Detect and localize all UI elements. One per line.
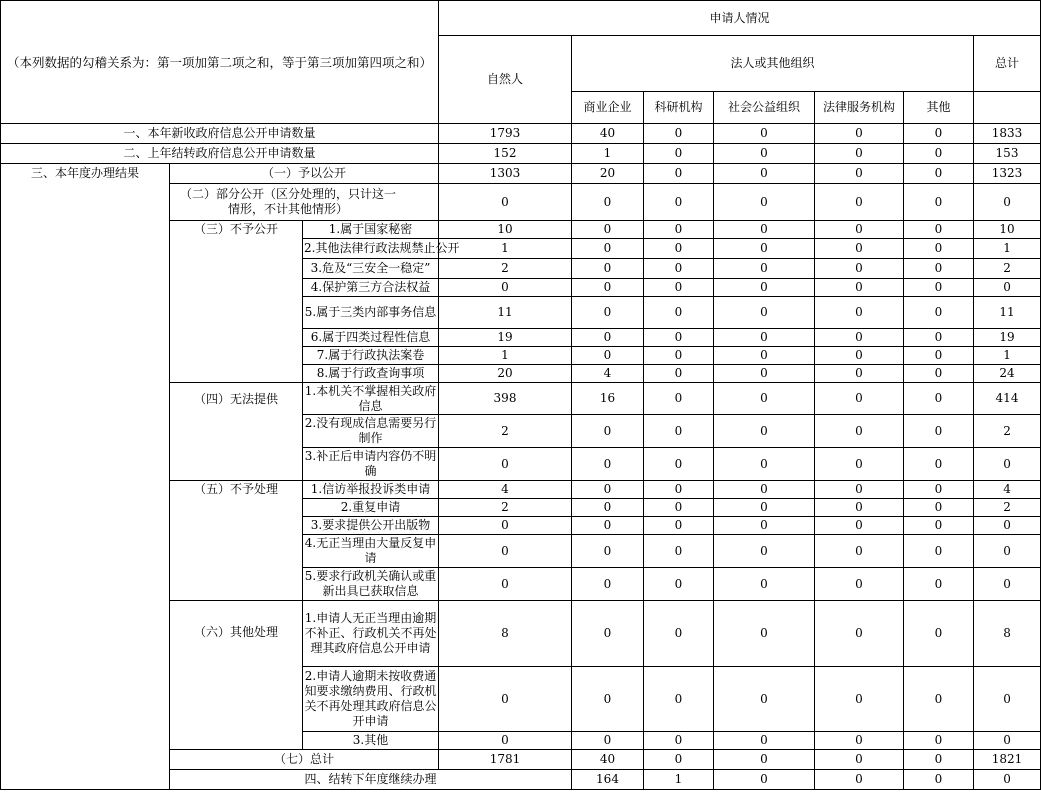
reason-label: 1.信访举报投诉类申请 — [303, 481, 439, 499]
cell-value: 0 — [974, 568, 1041, 601]
reason-label: 4.无正当理由大量反复申请 — [303, 535, 439, 568]
cell-value: 0 — [815, 770, 904, 790]
applicant-situation-header: 申请人情况 — [439, 1, 1041, 36]
cell-value: 4 — [439, 481, 572, 499]
cell-value: 0 — [904, 279, 974, 297]
cell-value: 0 — [974, 448, 1041, 481]
table-row — [1, 164, 1041, 184]
cell-value: 0 — [572, 239, 644, 259]
cell-value: 0 — [904, 415, 974, 448]
cell-value: 0 — [974, 279, 1041, 297]
reason-label: 2.其他法律行政法规禁止公开 — [303, 239, 439, 259]
cell-value: 0 — [572, 568, 644, 601]
cell-value: 1 — [974, 347, 1041, 365]
cell-value: 0 — [815, 448, 904, 481]
total-header: 总计 — [974, 36, 1041, 92]
col-research: 科研机构 — [644, 92, 714, 124]
cell-value: 0 — [644, 750, 714, 770]
col-other: 其他 — [904, 92, 974, 124]
cell-value: 11 — [439, 297, 572, 329]
cell-value: 0 — [714, 535, 815, 568]
cell-value: 0 — [815, 259, 904, 279]
cell-value: 16 — [572, 383, 644, 415]
cell-value: 2 — [974, 499, 1041, 517]
cell-value: 0 — [714, 499, 815, 517]
cell-value: 0 — [904, 383, 974, 415]
cell-value: 0 — [714, 239, 815, 259]
reason-label: 1.属于国家秘密 — [303, 221, 439, 239]
cell-value: 2 — [974, 259, 1041, 279]
table-row — [1, 124, 1041, 144]
cell-value: 2 — [439, 259, 572, 279]
cell-value: 20 — [572, 164, 644, 184]
reason-label: 8.属于行政查询事项 — [303, 365, 439, 383]
cell-value: 0 — [572, 415, 644, 448]
cell-value: 2 — [439, 499, 572, 517]
cell-value: 0 — [572, 259, 644, 279]
cell-value: 0 — [815, 667, 904, 732]
col-commercial: 商业企业 — [572, 92, 644, 124]
cell-value: 0 — [714, 750, 815, 770]
reason-label: 5.属于三类内部事务信息 — [303, 297, 439, 329]
cell-value: 0 — [974, 732, 1041, 750]
reason-label: 3.补正后申请内容仍不明确 — [303, 448, 439, 481]
cell-value: 8 — [974, 601, 1041, 667]
cell-value: 0 — [714, 347, 815, 365]
cell-value: 0 — [815, 184, 904, 221]
cell-value: 0 — [904, 448, 974, 481]
cell-value: 0 — [815, 415, 904, 448]
cell-value: 0 — [815, 499, 904, 517]
cell-value: 414 — [974, 383, 1041, 415]
cell-value: 0 — [904, 297, 974, 329]
group-label: （四）无法提供 — [193, 392, 278, 406]
cell-value: 0 — [714, 601, 815, 667]
section-label-results — [1, 164, 170, 790]
cell-value: 0 — [714, 481, 815, 499]
cell-value: 0 — [644, 415, 714, 448]
cell-value: 0 — [904, 601, 974, 667]
group-label: （五）不予处理 — [193, 482, 278, 496]
cell-value: 4 — [572, 365, 644, 383]
cell-value: 0 — [974, 535, 1041, 568]
cell-value: 0 — [644, 448, 714, 481]
cell-value: 0 — [439, 279, 572, 297]
cell-value: 2 — [439, 415, 572, 448]
cell-value: 2 — [974, 415, 1041, 448]
cell-value: 0 — [714, 365, 815, 383]
cell-value: 0 — [644, 383, 714, 415]
cell-value: 0 — [815, 124, 904, 144]
col-legal-service: 法律服务机构 — [815, 92, 904, 124]
cell-value: 19 — [439, 329, 572, 347]
cell-value: 0 — [815, 481, 904, 499]
cell-value: 0 — [572, 517, 644, 535]
cell-value: 0 — [644, 279, 714, 297]
group-label: （二）部分公开（区分处理的，只计这一情形，不计其他情形） — [170, 184, 439, 221]
cell-value: 8 — [439, 601, 572, 667]
cell-value: 0 — [572, 184, 644, 221]
cell-value: 0 — [904, 221, 974, 239]
cell-value: 0 — [714, 144, 815, 164]
cell-value: 0 — [904, 732, 974, 750]
group-label: （一）予以公开 — [170, 164, 439, 184]
group-label: （六）其他处理 — [193, 625, 278, 639]
reason-label: 6.属于四类过程性信息 — [303, 329, 439, 347]
cell-value: 1323 — [974, 164, 1041, 184]
cell-value: 0 — [815, 144, 904, 164]
cell-value: 153 — [974, 144, 1041, 164]
cell-value: 40 — [572, 750, 644, 770]
cell-value: 0 — [815, 568, 904, 601]
reason-label: 3.要求提供公开出版物 — [303, 517, 439, 535]
cell-value: 0 — [572, 221, 644, 239]
cell-value: 1821 — [974, 750, 1041, 770]
cell-value: 20 — [439, 365, 572, 383]
group-label-unavailable — [170, 383, 303, 481]
cell-value: 0 — [572, 535, 644, 568]
cell-value: 1781 — [439, 750, 572, 770]
cell-value: 0 — [714, 221, 815, 239]
cell-value: 0 — [644, 221, 714, 239]
cell-value: 0 — [904, 184, 974, 221]
cell-value: 0 — [644, 239, 714, 259]
cell-value: 0 — [644, 517, 714, 535]
cell-value: 0 — [644, 732, 714, 750]
cell-value: 0 — [714, 448, 815, 481]
cell-value: 0 — [644, 124, 714, 144]
cell-value: 0 — [904, 365, 974, 383]
cell-value: 4 — [974, 481, 1041, 499]
cell-value: 0 — [714, 517, 815, 535]
cell-value: 152 — [439, 144, 572, 164]
reason-label: 2.申请人逾期未按收费通知要求缴纳费用、行政机关不再处理其政府信息公开申请 — [303, 667, 439, 732]
cell-value: 0 — [572, 667, 644, 732]
cell-value: 0 — [714, 297, 815, 329]
cell-value: 0 — [714, 124, 815, 144]
cell-value: 0 — [572, 481, 644, 499]
cell-value: 0 — [714, 415, 815, 448]
col-public-welfare: 社会公益组织 — [714, 92, 815, 124]
cell-value: 0 — [644, 365, 714, 383]
cell-value: 0 — [904, 329, 974, 347]
group-label: （七）总计 — [170, 750, 439, 770]
cell-value: 164 — [572, 770, 644, 790]
cell-value: 0 — [644, 601, 714, 667]
cell-value: 0 — [904, 259, 974, 279]
cell-value: 0 — [714, 770, 815, 790]
cell-value: 0 — [815, 239, 904, 259]
reason-label: 5.要求行政机关确认或重新出具已获取信息 — [303, 568, 439, 601]
cell-value: 1793 — [439, 124, 572, 144]
cell-value: 0 — [904, 164, 974, 184]
cell-value: 0 — [644, 297, 714, 329]
cell-value: 0 — [714, 667, 815, 732]
cell-value: 0 — [572, 347, 644, 365]
cell-value: 11 — [974, 297, 1041, 329]
cell-value: 0 — [644, 667, 714, 732]
cell-value: 0 — [644, 184, 714, 221]
cell-value: 0 — [572, 297, 644, 329]
reason-label: 2.重复申请 — [303, 499, 439, 517]
cell-value: 0 — [815, 750, 904, 770]
reason-label: 3.危及“三安全一稳定” — [303, 259, 439, 279]
cell-value: 1 — [439, 239, 572, 259]
cell-value: 0 — [815, 535, 904, 568]
cell-value: 0 — [815, 365, 904, 383]
cell-value: 1 — [572, 144, 644, 164]
cell-value: 0 — [644, 347, 714, 365]
results-label: 三、本年度办理结果 — [30, 166, 139, 180]
cell-value: 0 — [572, 499, 644, 517]
cell-value: 0 — [904, 770, 974, 790]
reason-label: 1.本机关不掌握相关政府信息 — [303, 383, 439, 415]
cell-value: 0 — [439, 448, 572, 481]
cell-value: 0 — [714, 383, 815, 415]
reason-label: 7.属于行政执法案卷 — [303, 347, 439, 365]
table-row — [1, 144, 1041, 164]
cell-value: 0 — [974, 770, 1041, 790]
cell-value: 0 — [572, 279, 644, 297]
cell-value: 0 — [714, 259, 815, 279]
natural-person-header: 自然人 — [439, 36, 572, 124]
cell-value: 0 — [815, 601, 904, 667]
group-label: （三）不予公开 — [193, 222, 278, 236]
cell-value: 0 — [815, 221, 904, 239]
row-label: 二、上年结转政府信息公开申请数量 — [1, 144, 439, 164]
cell-value: 0 — [904, 535, 974, 568]
cell-value: 0 — [644, 259, 714, 279]
cell-value: 0 — [572, 732, 644, 750]
cell-value: 0 — [904, 239, 974, 259]
cell-value: 0 — [815, 517, 904, 535]
cell-value: 0 — [714, 279, 815, 297]
cell-value: 1833 — [974, 124, 1041, 144]
cell-value: 0 — [644, 499, 714, 517]
cell-value: 0 — [974, 184, 1041, 221]
cell-value: 0 — [904, 499, 974, 517]
cell-value: 0 — [714, 568, 815, 601]
cell-value: 0 — [439, 568, 572, 601]
cell-value: 0 — [815, 732, 904, 750]
reason-label: 2.没有现成信息需要另行制作 — [303, 415, 439, 448]
row-label: 一、本年新收政府信息公开申请数量 — [1, 124, 439, 144]
cell-value: 0 — [644, 164, 714, 184]
cell-value: 0 — [815, 297, 904, 329]
legal-or-other-header: 法人或其他组织 — [572, 36, 974, 92]
cell-value: 0 — [904, 481, 974, 499]
cell-value: 0 — [439, 184, 572, 221]
group-label-not-processed — [170, 481, 303, 601]
cell-value: 0 — [439, 535, 572, 568]
cell-value: 0 — [815, 279, 904, 297]
cell-value: 0 — [644, 144, 714, 164]
cell-value: 0 — [815, 347, 904, 365]
cell-value: 0 — [815, 164, 904, 184]
reason-label: 4.保护第三方合法权益 — [303, 279, 439, 297]
row-label: 四、结转下年度继续办理 — [170, 770, 572, 790]
cell-value: 0 — [439, 517, 572, 535]
cell-value: 40 — [572, 124, 644, 144]
cell-value: 0 — [644, 568, 714, 601]
cell-value: 1 — [644, 770, 714, 790]
cell-value: 0 — [439, 667, 572, 732]
cell-value: 0 — [572, 448, 644, 481]
cell-value: 24 — [974, 365, 1041, 383]
cell-value: 0 — [572, 601, 644, 667]
cell-value: 0 — [904, 517, 974, 535]
group-label-withheld — [170, 221, 303, 383]
cell-value: 19 — [974, 329, 1041, 347]
cell-value: 0 — [904, 144, 974, 164]
cell-value: 0 — [974, 517, 1041, 535]
group-label-other — [170, 601, 303, 750]
cell-value: 10 — [974, 221, 1041, 239]
header-note: （本列数据的勾稽关系为：第一项加第二项之和，等于第三项加第四项之和） — [1, 1, 439, 124]
cell-value: 0 — [904, 347, 974, 365]
cell-value: 1 — [974, 239, 1041, 259]
cell-value: 0 — [815, 383, 904, 415]
cell-value: 0 — [714, 184, 815, 221]
col-total-blank — [974, 92, 1041, 124]
cell-value: 0 — [974, 667, 1041, 732]
cell-value: 398 — [439, 383, 572, 415]
cell-value: 0 — [904, 124, 974, 144]
cell-value: 1 — [439, 347, 572, 365]
reason-label: 3.其他 — [303, 732, 439, 750]
cell-value: 0 — [815, 329, 904, 347]
cell-value: 0 — [904, 568, 974, 601]
cell-value: 0 — [714, 732, 815, 750]
cell-value: 0 — [714, 164, 815, 184]
cell-value: 0 — [439, 732, 572, 750]
cell-value: 0 — [904, 667, 974, 732]
cell-value: 0 — [714, 329, 815, 347]
cell-value: 10 — [439, 221, 572, 239]
cell-value: 0 — [644, 329, 714, 347]
cell-value: 1303 — [439, 164, 572, 184]
cell-value: 0 — [644, 535, 714, 568]
reason-label: 1.申请人无正当理由逾期不补正、行政机关不再处理其政府信息公开申请 — [303, 601, 439, 667]
cell-value: 0 — [572, 329, 644, 347]
cell-value: 0 — [904, 750, 974, 770]
cell-value: 0 — [644, 481, 714, 499]
